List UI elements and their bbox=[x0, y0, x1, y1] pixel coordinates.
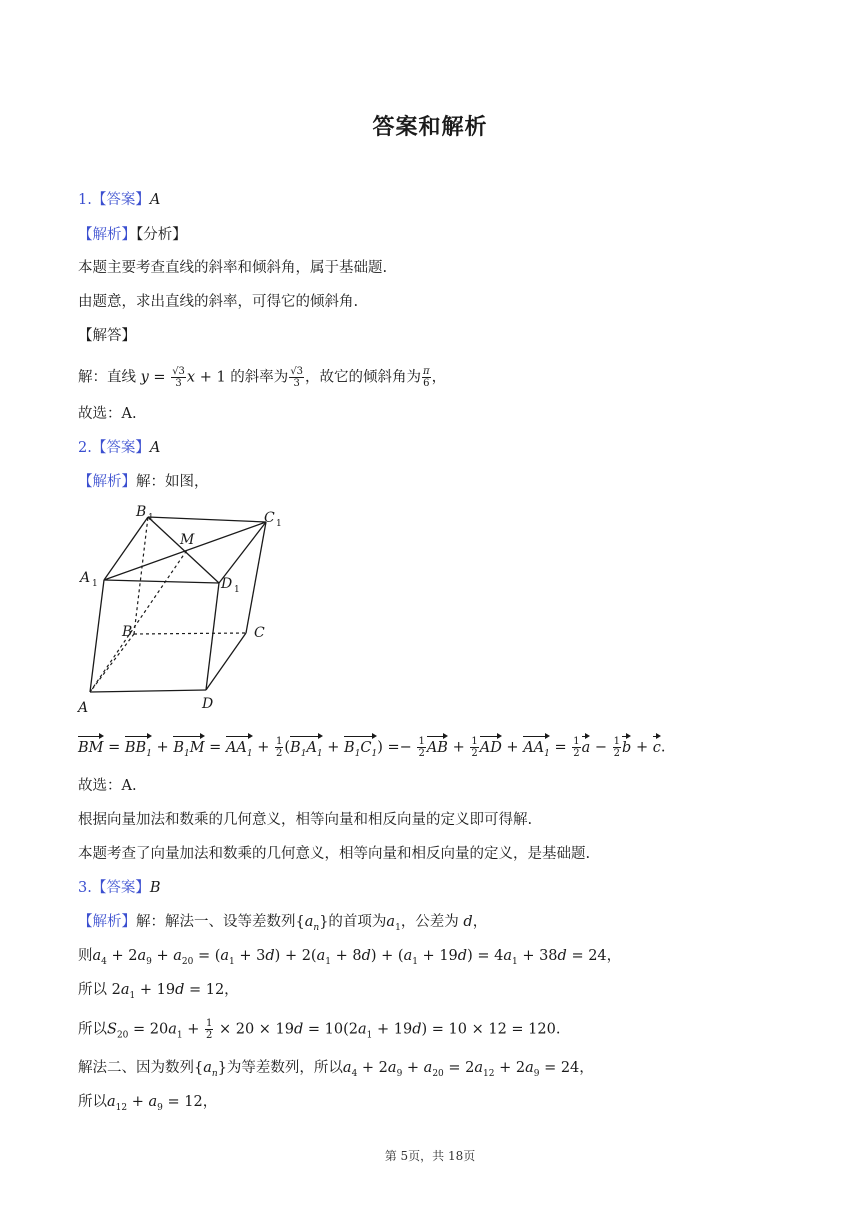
label-B1: B bbox=[136, 504, 147, 520]
q2-note-1: 根据向量加法和数乘的几何意义，相等向量和相反向量的定义即可得解. bbox=[78, 812, 533, 828]
q1-fenxi-1: 本题主要考查直线的斜率和倾斜角，属于基础题. bbox=[78, 260, 388, 276]
svg-text:1: 1 bbox=[148, 513, 154, 523]
page-footer: 第 5页，共 18页 bbox=[384, 1149, 476, 1163]
label-A1: A bbox=[80, 570, 91, 586]
label-C1: C bbox=[264, 510, 275, 526]
page-title: 答案和解析 bbox=[372, 115, 488, 140]
q1-choice: 故选：A. bbox=[78, 406, 137, 422]
svg-text:1: 1 bbox=[234, 585, 240, 595]
q1-solution: 解：直线 y = $\frac{√3}{3}$ x + 1 的斜率为 $\frac{√3}{3}$ ，故它的倾斜角为 $\frac{\pi}{6}$ ， bbox=[78, 366, 447, 389]
svg-text:1: 1 bbox=[92, 579, 98, 589]
svg-text:1: 1 bbox=[276, 519, 282, 529]
label-D1: D bbox=[221, 576, 233, 592]
q1-answer-line: 1.【答案】A bbox=[78, 192, 161, 208]
q3-solution-1: 【解析】解：解法一、设等差数列$\{a_n\}$的首项为$a_1$，公差为 d， bbox=[78, 914, 488, 933]
q2-note-2: 本题考查了向量加法和数乘的几何意义，相等向量和相反向量的定义，是基础题. bbox=[78, 846, 591, 862]
q2-choice: 故选：A. bbox=[78, 778, 137, 794]
parallelepiped-figure bbox=[76, 500, 296, 715]
q3-solution-4: 所以$S_{20} = 20a_1$ + $\frac{1}{2}$ × $20 \times 19d = 10(2a_1 + 19d) = 10 \times 12 = 120$. bbox=[78, 1018, 561, 1041]
q3-solution-3: 所以 $2a_1 + 19d = 12$， bbox=[78, 982, 239, 1001]
q3-solution-5: 解法二、因为数列$\{a_n\}$为等差数列，所以$a_4 + 2a_9 + a_{20} = 2a_{12} + 2a_9 = 24$， bbox=[78, 1060, 594, 1079]
q3-answer-line: 3.【答案】B bbox=[78, 880, 161, 896]
q3-solution-2: 则$a_4 + 2a_9 + a_{20} = (a_1 + 3d) + 2(a_1 + 8d) + (a_1 + 19d) = 4a_1 + 38d = 24$， bbox=[78, 948, 622, 967]
q1-jieda-tag: 【解答】 bbox=[78, 328, 136, 344]
q1-fenxi-2: 由题意，求出直线的斜率，可得它的倾斜角. bbox=[78, 294, 359, 310]
label-C: C bbox=[254, 625, 265, 641]
q2-analysis-line: 【解析】解：如图， bbox=[78, 474, 209, 490]
q3-solution-6: 所以$a_{12} + a_9 = 12$， bbox=[78, 1094, 218, 1113]
label-B: B bbox=[122, 624, 133, 640]
q1-analysis-tags: 【解析】【分析】 bbox=[78, 227, 187, 243]
label-M: M bbox=[180, 532, 195, 548]
label-D: D bbox=[202, 696, 214, 712]
q2-answer-line: 2.【答案】A bbox=[78, 440, 161, 456]
q2-vector-equation: BM = $BB_1 + B_1M = AA_1$ + $\frac{1}{2}$ $(B_1A_1 + B_1C_1)$ =− $\frac{1}{2}$ AB + $\frac{1}{2}$ AD + $AA_1$ = $\frac{1}{2}$ a − $\frac{1}{2}$ b + c. bbox=[78, 736, 665, 763]
label-A: A bbox=[78, 700, 89, 715]
